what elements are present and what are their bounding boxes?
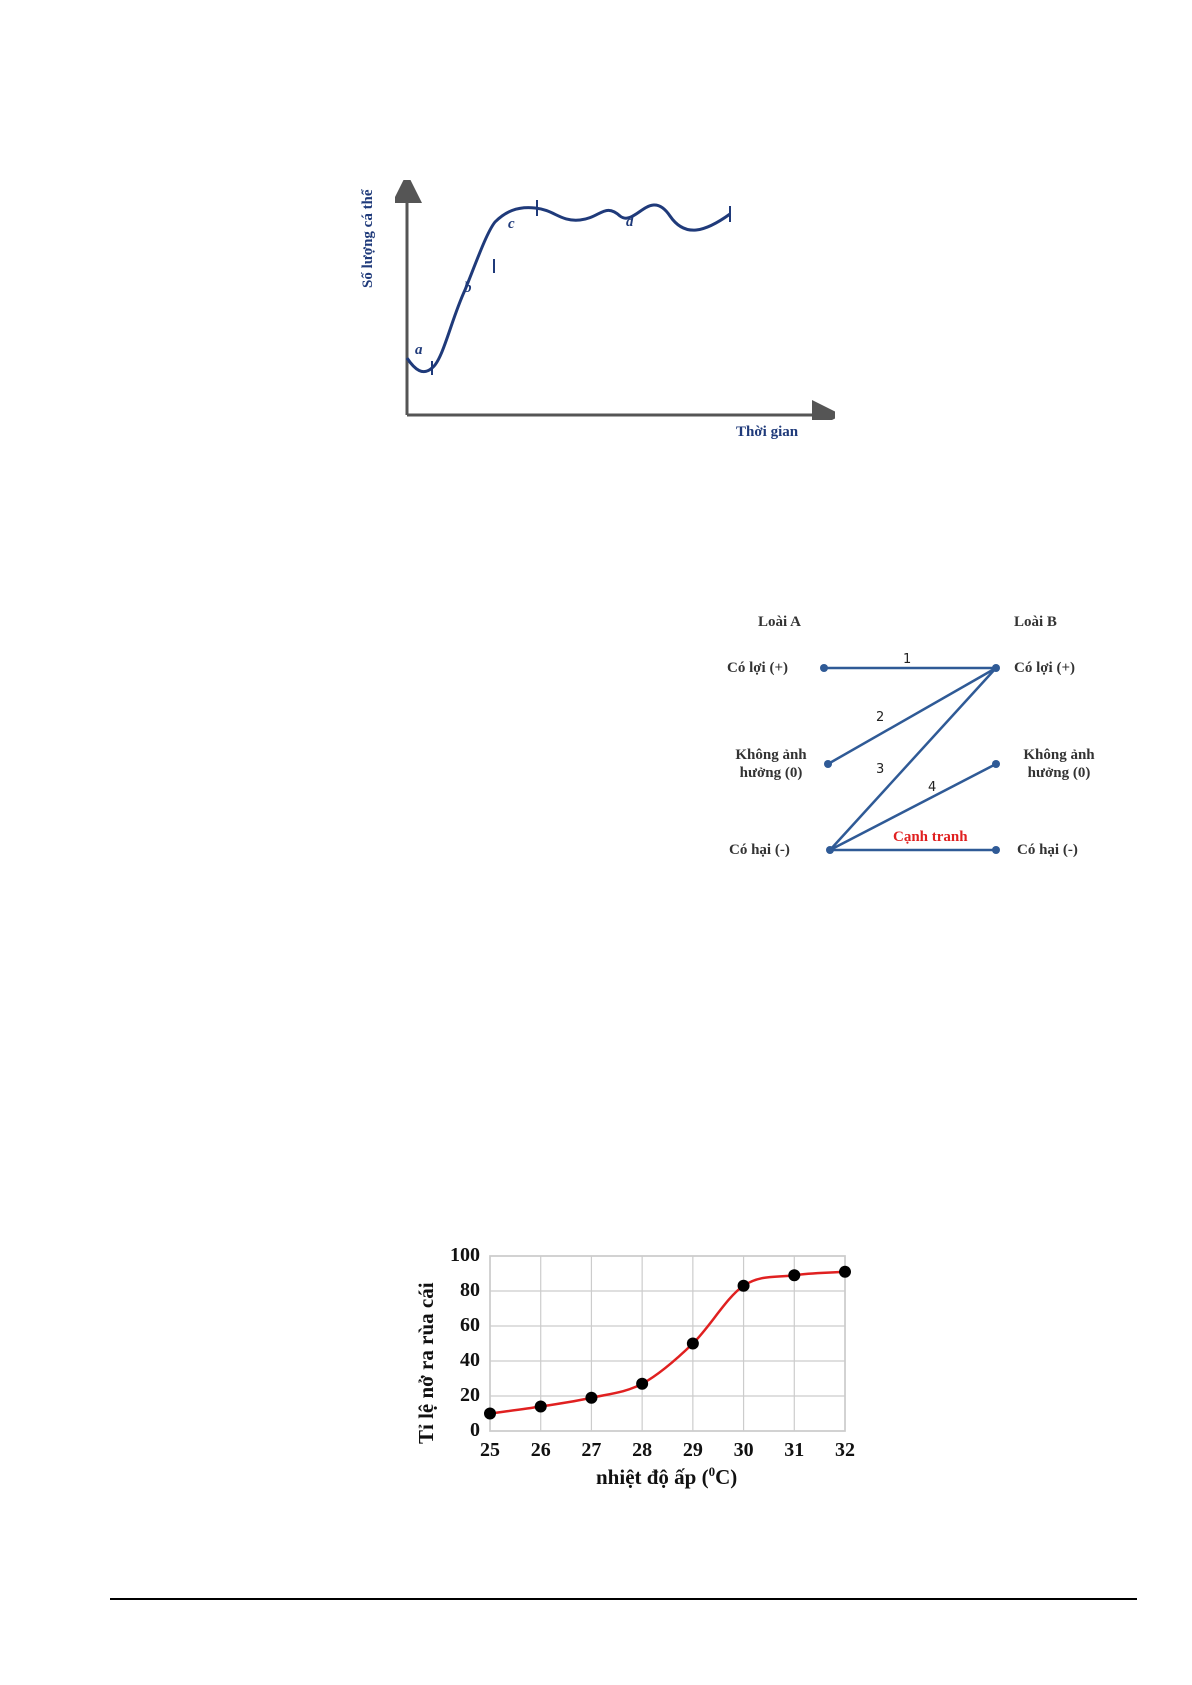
- hatch-data-point: [535, 1401, 547, 1413]
- phase-label-a: a: [415, 342, 423, 358]
- b-neutral-line1: Không ảnh: [1023, 747, 1095, 763]
- pop-y-label: Số lượng cá thể: [360, 189, 376, 288]
- b-beneficial-label: Có lợi (+): [1014, 660, 1076, 676]
- hatch-y-tick: 0: [470, 1419, 480, 1441]
- phase-label-d: d: [626, 214, 634, 230]
- hatch-y-tick: 80: [460, 1279, 480, 1301]
- phase-label-c: c: [508, 216, 515, 232]
- hatch-x-label-text: nhiệt độ ấp (: [596, 1465, 709, 1489]
- link-2-label: 2: [876, 710, 885, 725]
- hatch-x-label-tail: C): [715, 1465, 738, 1489]
- hatch-data-point: [738, 1280, 750, 1292]
- link-1-label: 1: [903, 652, 912, 667]
- hatch-x-tick: 32: [835, 1439, 855, 1461]
- pop-x-label: Thời gian: [736, 424, 799, 440]
- hatch-data-point: [484, 1408, 496, 1420]
- link-4-label: 4: [928, 780, 937, 795]
- a-neutral-line1: Không ảnh: [735, 747, 807, 763]
- hatch-y-tick: 20: [460, 1384, 480, 1406]
- hatch-y-tick: 40: [460, 1349, 480, 1371]
- b-neutral-line2: hưởng (0): [1027, 765, 1091, 781]
- species-a-title: Loài A: [758, 614, 801, 630]
- hatch-data-point: [687, 1338, 699, 1350]
- hatch-series-line: [490, 1272, 845, 1414]
- footer-rule: [110, 1598, 1137, 1600]
- hatch-y-label: Tỉ lệ nở ra rùa cái: [414, 1282, 438, 1444]
- hatch-x-tick: 31: [784, 1439, 805, 1461]
- hatch-data-point: [585, 1392, 597, 1404]
- link-3-label: 3: [876, 762, 885, 777]
- hatch-x-tick: 26: [530, 1439, 551, 1461]
- competition-label: Cạnh tranh: [893, 829, 968, 845]
- hatch-x-label-super: 0: [708, 1464, 716, 1479]
- hatch-data-point: [839, 1266, 851, 1278]
- hatch-x-tick: 25: [480, 1439, 500, 1461]
- hatch-y-tick: 100: [450, 1244, 480, 1266]
- hatch-x-tick: 30: [733, 1439, 754, 1461]
- hatch-data-point: [788, 1269, 800, 1281]
- hatch-x-tick: 29: [682, 1439, 703, 1461]
- b-harmful-label: Có hại (-): [1017, 842, 1078, 858]
- a-harmful-label: Có hại (-): [729, 842, 790, 858]
- hatch-x-tick: 28: [632, 1439, 653, 1461]
- a-neutral-line2: hưởng (0): [739, 765, 803, 781]
- hatch-data-point: [636, 1378, 648, 1390]
- phase-label-b: b: [464, 280, 472, 296]
- hatch-x-label: [596, 1464, 737, 1490]
- species-b-title: Loài B: [1014, 614, 1057, 630]
- hatch-y-tick: 60: [460, 1314, 480, 1336]
- a-beneficial-label: Có lợi (+): [727, 660, 789, 676]
- hatch-x-tick: 27: [581, 1439, 602, 1461]
